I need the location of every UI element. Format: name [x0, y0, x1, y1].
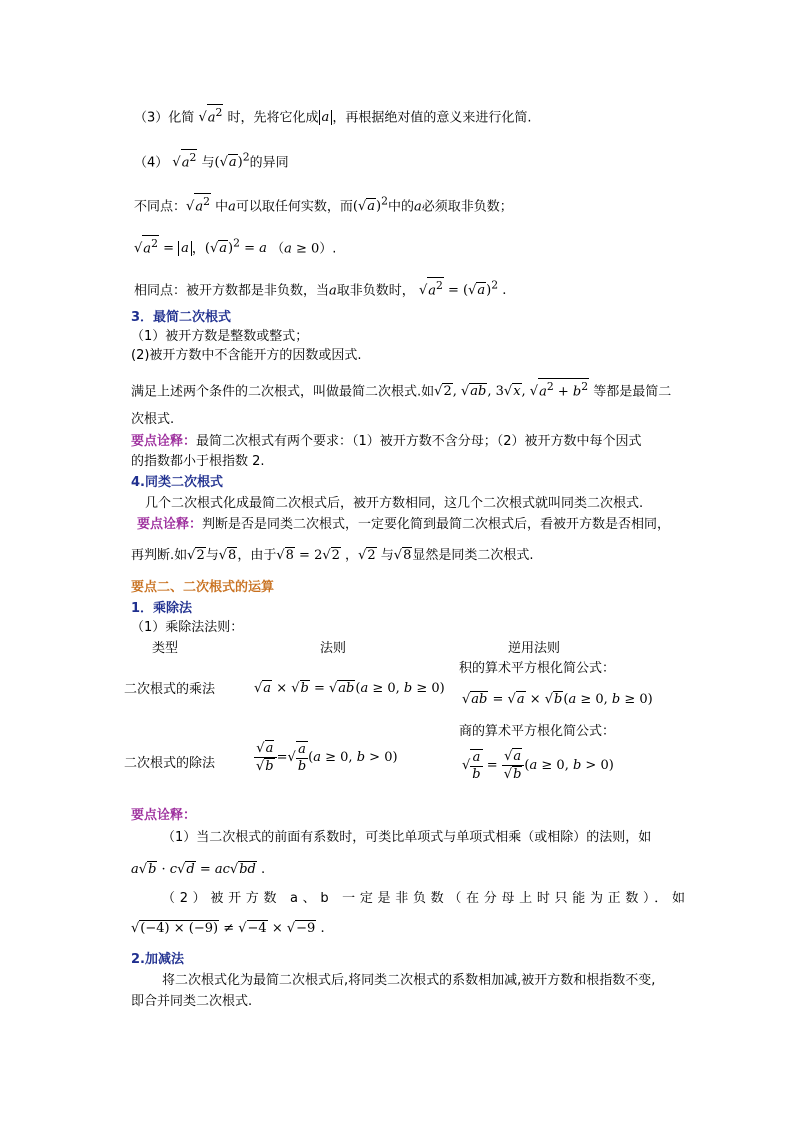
- coefficient-example: a√b · c√d = ac√bd .: [131, 862, 266, 877]
- sqrt-a-then-squared: $(√a)^2$: [352, 195, 388, 215]
- sqrt-a-squared: $√a^2$: [198, 106, 223, 126]
- abs-a: a: [319, 110, 333, 125]
- formula-text1: ，: [191, 241, 205, 257]
- sqrt-a-squared: $√a^2$: [172, 151, 197, 171]
- item3-line: [134, 104, 531, 128]
- same-line: [134, 276, 506, 301]
- row1-type: 二次根式的乘法: [124, 682, 216, 697]
- formula-line: [134, 234, 336, 259]
- sqrt-8: √8: [393, 548, 412, 563]
- section3-note: [131, 432, 642, 452]
- item3-text3: ，再根据绝对值的意义来进行化简.: [332, 110, 532, 126]
- diff-text2: 中: [215, 199, 229, 215]
- diff-text1: 不同点：: [134, 199, 187, 215]
- section4-note-text1: 判断是否是同类二次根式，一定要化简到最简二次根式后，看被开方数是否相同，: [202, 517, 671, 532]
- section4-paragraph: 几个二次根式化成最简二次根式后，被开方数相同，这几个二次根式就叫同类二次根式.: [145, 496, 644, 511]
- sqrt8-eq-2sqrt2: √8 = 2√2: [276, 548, 340, 563]
- sqrt-a-then-squared: $(√a)^2$: [214, 151, 250, 171]
- var-a: a: [414, 199, 422, 215]
- formula-text2: （: [271, 241, 285, 257]
- n2c: ，由于: [237, 548, 277, 563]
- n2f: 显然是同类二次根式.: [412, 548, 534, 563]
- n2d: ，: [345, 548, 359, 563]
- subsection1-title: 1．乘除法: [131, 601, 193, 616]
- formula-text3: ）.: [319, 241, 337, 257]
- sqrt-a-squared-eq-a: $(√a)^2 = a$: [204, 237, 267, 257]
- multiplication-rule: √a × √b = √ab(a ≥ 0, b ≥ 0): [254, 681, 445, 696]
- sqrt-equality: $√a^2 = (√a)^2$ .: [418, 279, 507, 299]
- row1-inverse-title: 积的算术平方根化简公式：: [459, 661, 616, 676]
- col-rule: 法则: [320, 641, 347, 656]
- division-inverse-rule: √ $\frac{a}{b}$ = $\frac{√a}{√b}$ (a ≥ 0, b > 0): [462, 749, 614, 782]
- item4-text1: 与: [201, 155, 215, 171]
- division-rule: $\frac{√a}{√b}$ =√ $\frac{a}{b}$ (a ≥ 0, b > 0): [256, 741, 398, 774]
- part2-title: 要点二、二次根式的运算: [131, 580, 275, 595]
- note-label: 要点诠释：: [131, 434, 197, 449]
- item3-number: （3）: [134, 110, 169, 126]
- row2-inverse-title: 商的算术平方根化简公式：: [459, 724, 616, 739]
- section3-text2: 等都是最简二: [593, 384, 672, 400]
- sub2-paragraph2: 即合并同类二次根式.: [131, 994, 253, 1009]
- section3-text1: 满足上述两个条件的二次根式，叫做最简二次根式.如: [131, 384, 435, 400]
- subsection2-title: 2.加减法: [131, 952, 184, 967]
- section3-text3: 次根式.: [131, 412, 175, 427]
- n2e: 与: [380, 548, 394, 563]
- section3-paragraph: [131, 378, 671, 402]
- section4-note-line2: [131, 546, 534, 566]
- diff-text5: 必须取非负数；: [421, 199, 513, 215]
- section3-note-text1: 最简二次根式有两个要求：（1）被开方数不含分母；（2）被开方数中每个因式: [196, 434, 642, 449]
- sub2-paragraph1: 将二次根式化为最简二次根式后,将同类二次根式的系数相加减,被开方数和根指数不变,: [162, 973, 656, 988]
- var-a: a: [228, 199, 236, 215]
- sub1-note2: （2）被开方数 a、b 一定是非负数（在分母上时只能为正数）．如: [162, 891, 690, 906]
- same-text1: 相同点：被开方数都是非负数，当: [134, 283, 330, 299]
- sqrt-2: √2: [358, 548, 376, 563]
- section4-note: [137, 515, 670, 535]
- item4-text2: 的异同: [249, 155, 289, 171]
- col-inverse: 逆用法则: [508, 641, 561, 656]
- difference-line: [134, 192, 513, 217]
- item4-number: （4）: [134, 155, 169, 171]
- rule-title: （1）乘除法法则：: [131, 620, 244, 635]
- same-text2: 取非负数时，: [336, 283, 415, 299]
- n2b: 与: [205, 548, 219, 563]
- row2-type: 二次根式的除法: [124, 756, 216, 771]
- sub1-note1: （1）当二次根式的前面有系数时，可类比单项式与单项式相乘（或相除）的法则，如: [162, 830, 652, 845]
- var-a: a: [329, 283, 337, 299]
- sqrt-a-squared-eq-abs: $√a^2 = a$: [134, 241, 192, 256]
- n2a: 再判断.如: [131, 548, 188, 563]
- section3-note-text2: 的指数都小于根指数 2.: [131, 454, 265, 469]
- item3-text2: 时，先将它化成: [227, 110, 319, 126]
- a-nonneg: a ≥ 0: [284, 241, 320, 257]
- diff-text3: 可以取任何实数，而: [235, 199, 353, 215]
- multiplication-inverse-rule: √ab = √a × √b(a ≥ 0, b ≥ 0): [462, 692, 653, 707]
- simplest-examples: √2, √ab, 3√x, $√a^2 + b^2$: [434, 380, 589, 400]
- section3-condition2: (2)被开方数中不含能开方的因数或因式.: [131, 348, 362, 363]
- section3-condition1: （1）被开方数是整数或整式；: [131, 329, 309, 344]
- col-type: 类型: [152, 641, 179, 656]
- diff-text4: 中的: [388, 199, 415, 215]
- item4-line: [134, 148, 289, 173]
- sqrt-8: √8: [218, 548, 237, 563]
- item3-text1: 化简: [168, 110, 195, 126]
- section3-title: 3．最简二次根式: [131, 310, 232, 325]
- negative-example: √(−4) × (−9) ≠ √−4 × √−9 .: [131, 921, 325, 936]
- sqrt-a-squared: $√a^2$: [186, 195, 210, 215]
- sqrt-2: √2: [187, 548, 205, 563]
- note-label: 要点诠释：: [137, 517, 203, 532]
- section4-title: 4.同类二次根式: [131, 475, 223, 490]
- note-label: 要点诠释：: [131, 808, 197, 823]
